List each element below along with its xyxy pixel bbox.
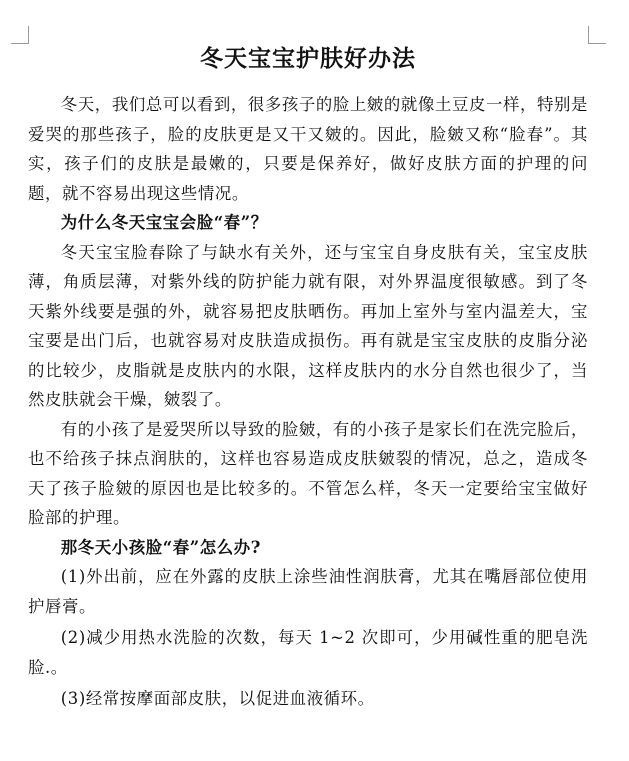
document-body: [28, 42, 588, 716]
section-heading-why: 为什么冬天宝宝会脸“春”？: [60, 213, 268, 232]
crop-mark-top-left: [11, 26, 29, 44]
tip-item-3: (3)经常按摩面部皮肤，以促进血液循环。: [60, 689, 375, 708]
tip-item-2: (2)减少用热水洗脸的次数，每天 1~2 次即可，少用碱性重的肥皂洗脸.。: [28, 628, 588, 677]
tip-item-1: (1)外出前，应在外露的皮肤上涂些油性润肤膏，尤其在嘴唇部位使用护唇膏。: [28, 567, 588, 616]
cause-paragraph-2: 有的小孩了是爱哭所以导致的脸皴，有的小孩子是家长们在洗完脸后，也不给孩子抹点润肤的，这样也容易造成皮肤皴裂的情况，总之，造成冬天了孩子脸皴的原因也是比较多的。不管怎么样，冬天一定要给宝宝做好脸部的护理。: [28, 419, 588, 527]
section-heading-what-to-do: 那冬天小孩脸“春”怎么办?: [60, 537, 261, 557]
cause-paragraph-1: 冬天宝宝脸春除了与缺水有关外，还与宝宝自身皮肤有关，宝宝皮肤薄，角质层薄，对紫外线的防护能力就有限，对外界温度很敏感。到了冬天紫外线要是强的外，就容易把皮肤晒伤。再加上室外与室内温差大，宝宝要是出门后，也就容易对皮肤造成损伤。再有就是宝宝皮肤的皮脂分泌的比较少，皮脂就是皮肤内的水限，这样皮肤内的水分自然也很少了，当然皮肤就会干燥，皴裂了。: [28, 242, 588, 409]
intro-paragraph: 冬天，我们总可以看到，很多孩子的脸上皴的就像土豆皮一样，特别是爱哭的那些孩子，脸的皮肤更是又干又皴的。因此，脸皴又称“脸春”。其实，孩子们的皮肤是最嫩的，只要是保养好，做好皮肤方面的护理的问题，就不容易出现这些情况。: [28, 95, 588, 203]
document-title: 冬天宝宝护肤好办法: [200, 45, 416, 72]
crop-mark-top-right: [588, 26, 606, 44]
